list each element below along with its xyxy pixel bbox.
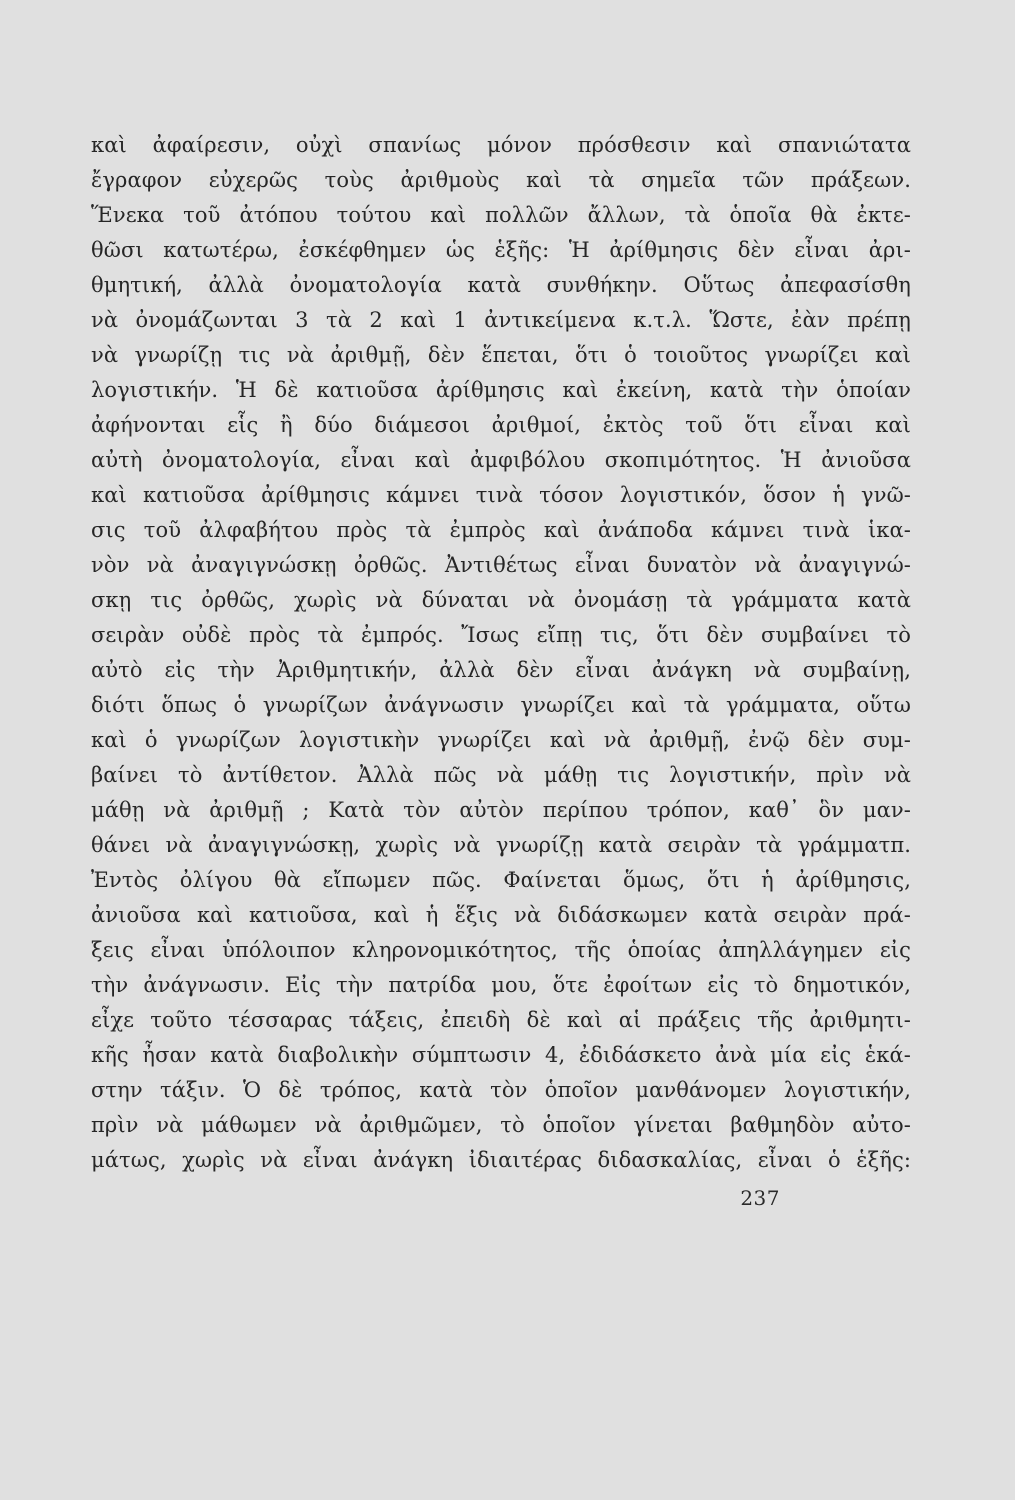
text-line: ἔγραφον εὐχερῶς τοὺς ἀριθμοὺς καὶ τὰ σημεῖα τῶν πράξεων. — [91, 168, 911, 192]
text-line: λογιστικήν. Ἡ δὲ κατιοῦσα ἀρίθμησις καὶ ἐκείνη, κατὰ τὴν ὁποίαν — [91, 378, 911, 402]
text-line: πρὶν νὰ μάθωμεν νὰ ἀριθμῶμεν, τὸ ὁποῖον γίνεται βαθμηδὸν αὐτο- — [91, 1113, 911, 1137]
text-line: εἶχε τοῦτο τέσσαρας τάξεις, ἐπειδὴ δὲ καὶ αἱ πράξεις τῆς ἀριθμητι- — [91, 1008, 911, 1032]
text-line: στην τάξιν. Ὁ δὲ τρόπος, κατὰ τὸν ὁποῖον μανθάνομεν λογιστικήν, — [91, 1078, 911, 1102]
text-line: μάτως, χωρὶς νὰ εἶναι ἀνάγκη ἰδιαιτέρας διδασκαλίας, εἶναι ὁ ἑξῆς: — [91, 1148, 911, 1172]
text-line: ἀφήνονται εἷς ἢ δύο διάμεσοι ἀριθμοί, ἐκτὸς τοῦ ὅτι εἶναι καὶ — [91, 413, 911, 437]
text-line: μάθῃ νὰ ἀριθμῇ ; Κατὰ τὸν αὐτὸν περίπου τρόπον, καθ᾿ ὃν μαν- — [91, 798, 911, 822]
text-line: νὰ ὀνομάζωνται 3 τὰ 2 καὶ 1 ἀντικείμενα κ.τ.λ. Ὥστε, ἐὰν πρέπῃ — [91, 308, 911, 332]
text-line: σκῃ τις ὀρθῶς, χωρὶς νὰ δύναται νὰ ὀνομάσῃ τὰ γράμματα κατὰ — [91, 588, 911, 612]
text-line: αὐτὸ εἰς τὴν Ἀριθμητικήν, ἀλλὰ δὲν εἶναι ἀνάγκη νὰ συμβαίνῃ, — [91, 658, 911, 682]
text-line: διότι ὅπως ὁ γνωρίζων ἀνάγνωσιν γνωρίζει καὶ τὰ γράμματα, οὕτω — [91, 693, 911, 717]
text-line: αὐτὴ ὀνοματολογία, εἶναι καὶ ἀμφιβόλου σκοπιμότητος. Ἡ ἀνιοῦσα — [91, 448, 911, 472]
text-line: θάνει νὰ ἀναγιγνώσκῃ, χωρὶς νὰ γνωρίζῃ κατὰ σειρὰν τὰ γράμματπ. — [91, 833, 911, 857]
text-line: νὰ γνωρίζῃ τις νὰ ἀριθμῇ, δὲν ἕπεται, ὅτι ὁ τοιοῦτος γνωρίζει καὶ — [91, 343, 911, 367]
text-line: θῶσι κατωτέρω, ἐσκέφθημεν ὡς ἑξῆς: Ἡ ἀρίθμησις δὲν εἶναι ἀρι- — [91, 238, 911, 262]
text-line: ἀνιοῦσα καὶ κατιοῦσα, καὶ ἡ ἕξις νὰ διδάσκωμεν κατὰ σειρὰν πρά- — [91, 903, 911, 927]
text-line: βαίνει τὸ ἀντίθετον. Ἀλλὰ πῶς νὰ μάθῃ τις λογιστικήν, πρὶν νὰ — [91, 763, 911, 787]
text-line: καὶ ὁ γνωρίζων λογιστικὴν γνωρίζει καὶ νὰ ἀριθμῇ, ἐνῷ δὲν συμ- — [91, 728, 911, 752]
text-line: Ἐντὸς ὀλίγου θὰ εἴπωμεν πῶς. Φαίνεται ὅμως, ὅτι ἡ ἀρίθμησις, — [91, 868, 911, 892]
text-line: Ἕνεκα τοῦ ἀτόπου τούτου καὶ πολλῶν ἄλλων, τὰ ὁποῖα θὰ ἐκτε- — [91, 203, 911, 227]
page-number: 237 — [740, 1186, 780, 1210]
text-line: τὴν ἀνάγνωσιν. Εἰς τὴν πατρίδα μου, ὅτε ἐφοίτων εἰς τὸ δημοτικόν, — [91, 973, 911, 997]
body-text — [91, 128, 911, 1178]
text-line: σις τοῦ ἀλφαβήτου πρὸς τὰ ἐμπρὸς καὶ ἀνάποδα κάμνει τινὰ ἱκα- — [91, 518, 911, 542]
text-line: ξεις εἶναι ὑπόλοιπον κληρονομικότητος, τῆς ὁποίας ἀπηλλάγημεν εἰς — [91, 938, 911, 962]
text-line: κῆς ἦσαν κατὰ διαβολικὴν σύμπτωσιν 4, ἐδιδάσκετο ἀνὰ μία εἰς ἑκά- — [91, 1043, 911, 1067]
text-line: σειρὰν οὐδὲ πρὸς τὰ ἐμπρός. Ἴσως εἴπῃ τις, ὅτι δὲν συμβαίνει τὸ — [91, 623, 911, 647]
text-line: καὶ ἀφαίρεσιν, οὐχὶ σπανίως μόνον πρόσθεσιν καὶ σπανιώτατα — [91, 133, 911, 157]
text-line: νὸν νὰ ἀναγιγνώσκῃ ὀρθῶς. Ἀντιθέτως εἶναι δυνατὸν νὰ ἀναγιγνώ- — [91, 553, 911, 577]
text-line: θμητική, ἀλλὰ ὀνοματολογία κατὰ συνθήκην. Οὕτως ἀπεφασίσθη — [91, 273, 911, 297]
text-line: καὶ κατιοῦσα ἀρίθμησις κάμνει τινὰ τόσον λογιστικόν, ὅσον ἡ γνῶ- — [91, 483, 911, 507]
